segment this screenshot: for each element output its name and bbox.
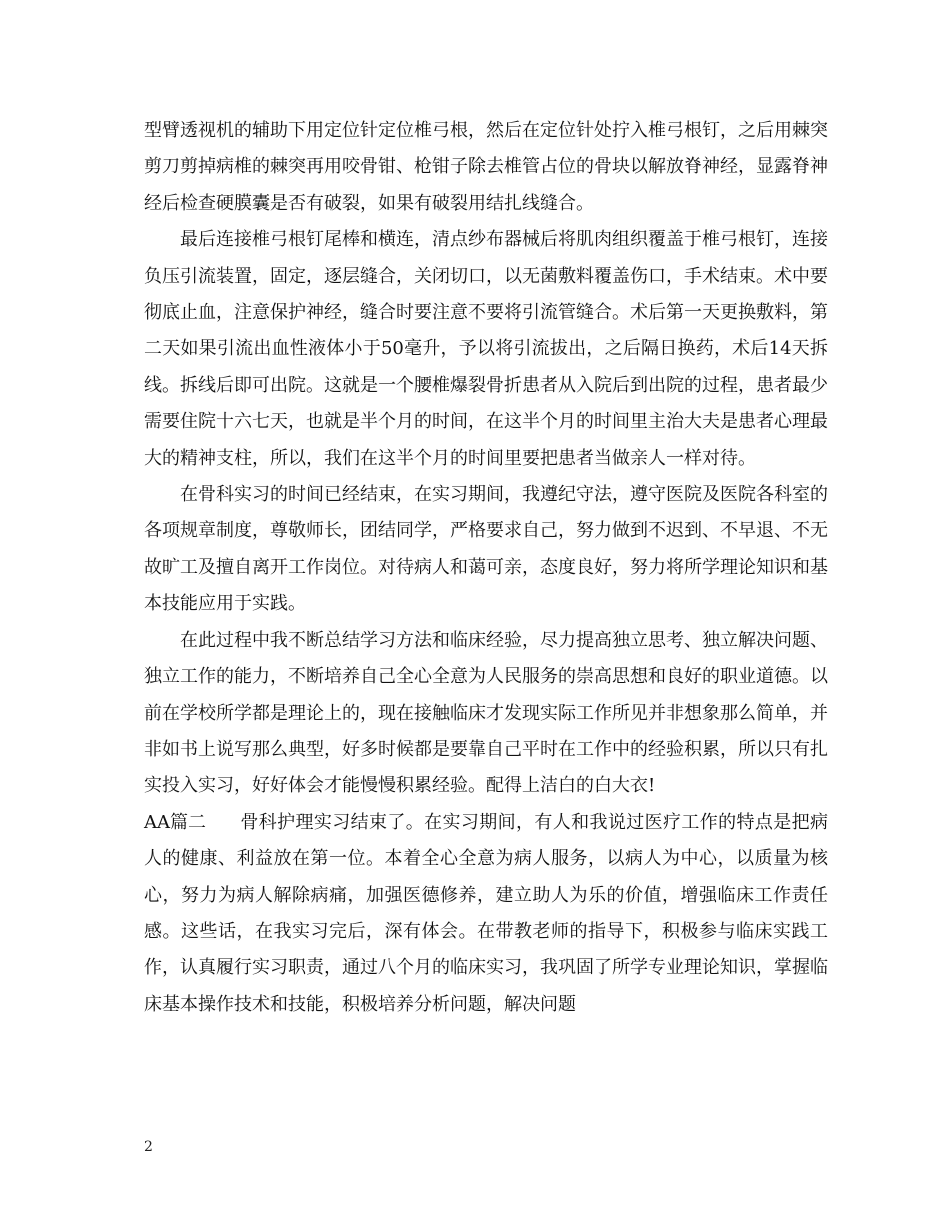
section-heading: AA篇二 [144,811,206,833]
paragraph-4: 在此过程中我不断总结学习方法和临床经验，尽力提高独立思考、独立解决问题、独立工作的能力，不断培养自己全心全意为人民服务的崇高思想和良好的职业道德。以前在学校所学都是理论上的，现在接触临床才发现实际工作所见并非想象那么简单，并非如书上说写那么典型，好多时候都是要靠自己平时在工作中的经验积累，所以只有扎实投入实习，好好体会才能慢慢积累经验。配得上洁白的白大衣! [144,629,828,797]
paragraph-1: 型臂透视机的辅助下用定位针定位椎弓根，然后在定位针处拧入椎弓根钉，之后用棘突剪刀剪掉病椎的棘突再用咬骨钳、枪钳子除去椎管占位的骨块以解放脊神经，显露脊神经后检查硬膜囊是否有破裂，如果有破裂用结扎线缝合。 [144,120,828,214]
document-body [144,113,828,1023]
section-paragraph [144,805,828,1023]
page-number: 2 [144,1139,153,1155]
section-text: 骨科护理实习结束了。在实习期间，有人和我说过医疗工作的特点是把病人的健康、利益放在第一位。本着全心全意为病人服务，以病人为中心，以质量为核心，努力为病人解除病痛，加强医德修养，建立助人为乐的价值，增强临床工作责任感。这些话，在我实习完后，深有体会。在带教老师的指导下，积极参与临床实践工作，认真履行实习职责，通过八个月的临床实习，我巩固了所学专业理论知识，掌握临床基本操作技术和技能，积极培养分析问题，解决问题 [144,811,828,1015]
paragraph-3: 在骨科实习的时间已经结束，在实习期间，我遵纪守法，遵守医院及医院各科室的各项规章制度，尊敬师长，团结同学，严格要求自己，努力做到不迟到、不早退、不无故旷工及擅自离开工作岗位。对待病人和蔼可亲，态度良好，努力将所学理论知识和基本技能应用于实践。 [144,484,828,615]
paragraph-2: 最后连接椎弓根钉尾棒和横连，清点纱布器械后将肌肉组织覆盖于椎弓根钉，连接负压引流装置，固定，逐层缝合，关闭切口，以无菌敷料覆盖伤口，手术结束。术中要彻底止血，注意保护神经，缝合时要注意不要将引流管缝合。术后第一天更换敷料，第二天如果引流出血性液体小于50毫升，予以将引流拔出，之后隔日换药，术后14天拆线。拆线后即可出院。这就是一个腰椎爆裂骨折患者从入院后到出院的过程，患者最少需要住院十六七天，也就是半个月的时间，在这半个月的时间里主治大夫是患者心理最大的精神支柱，所以，我们在这半个月的时间里要把患者当做亲人一样对待。 [144,229,828,469]
